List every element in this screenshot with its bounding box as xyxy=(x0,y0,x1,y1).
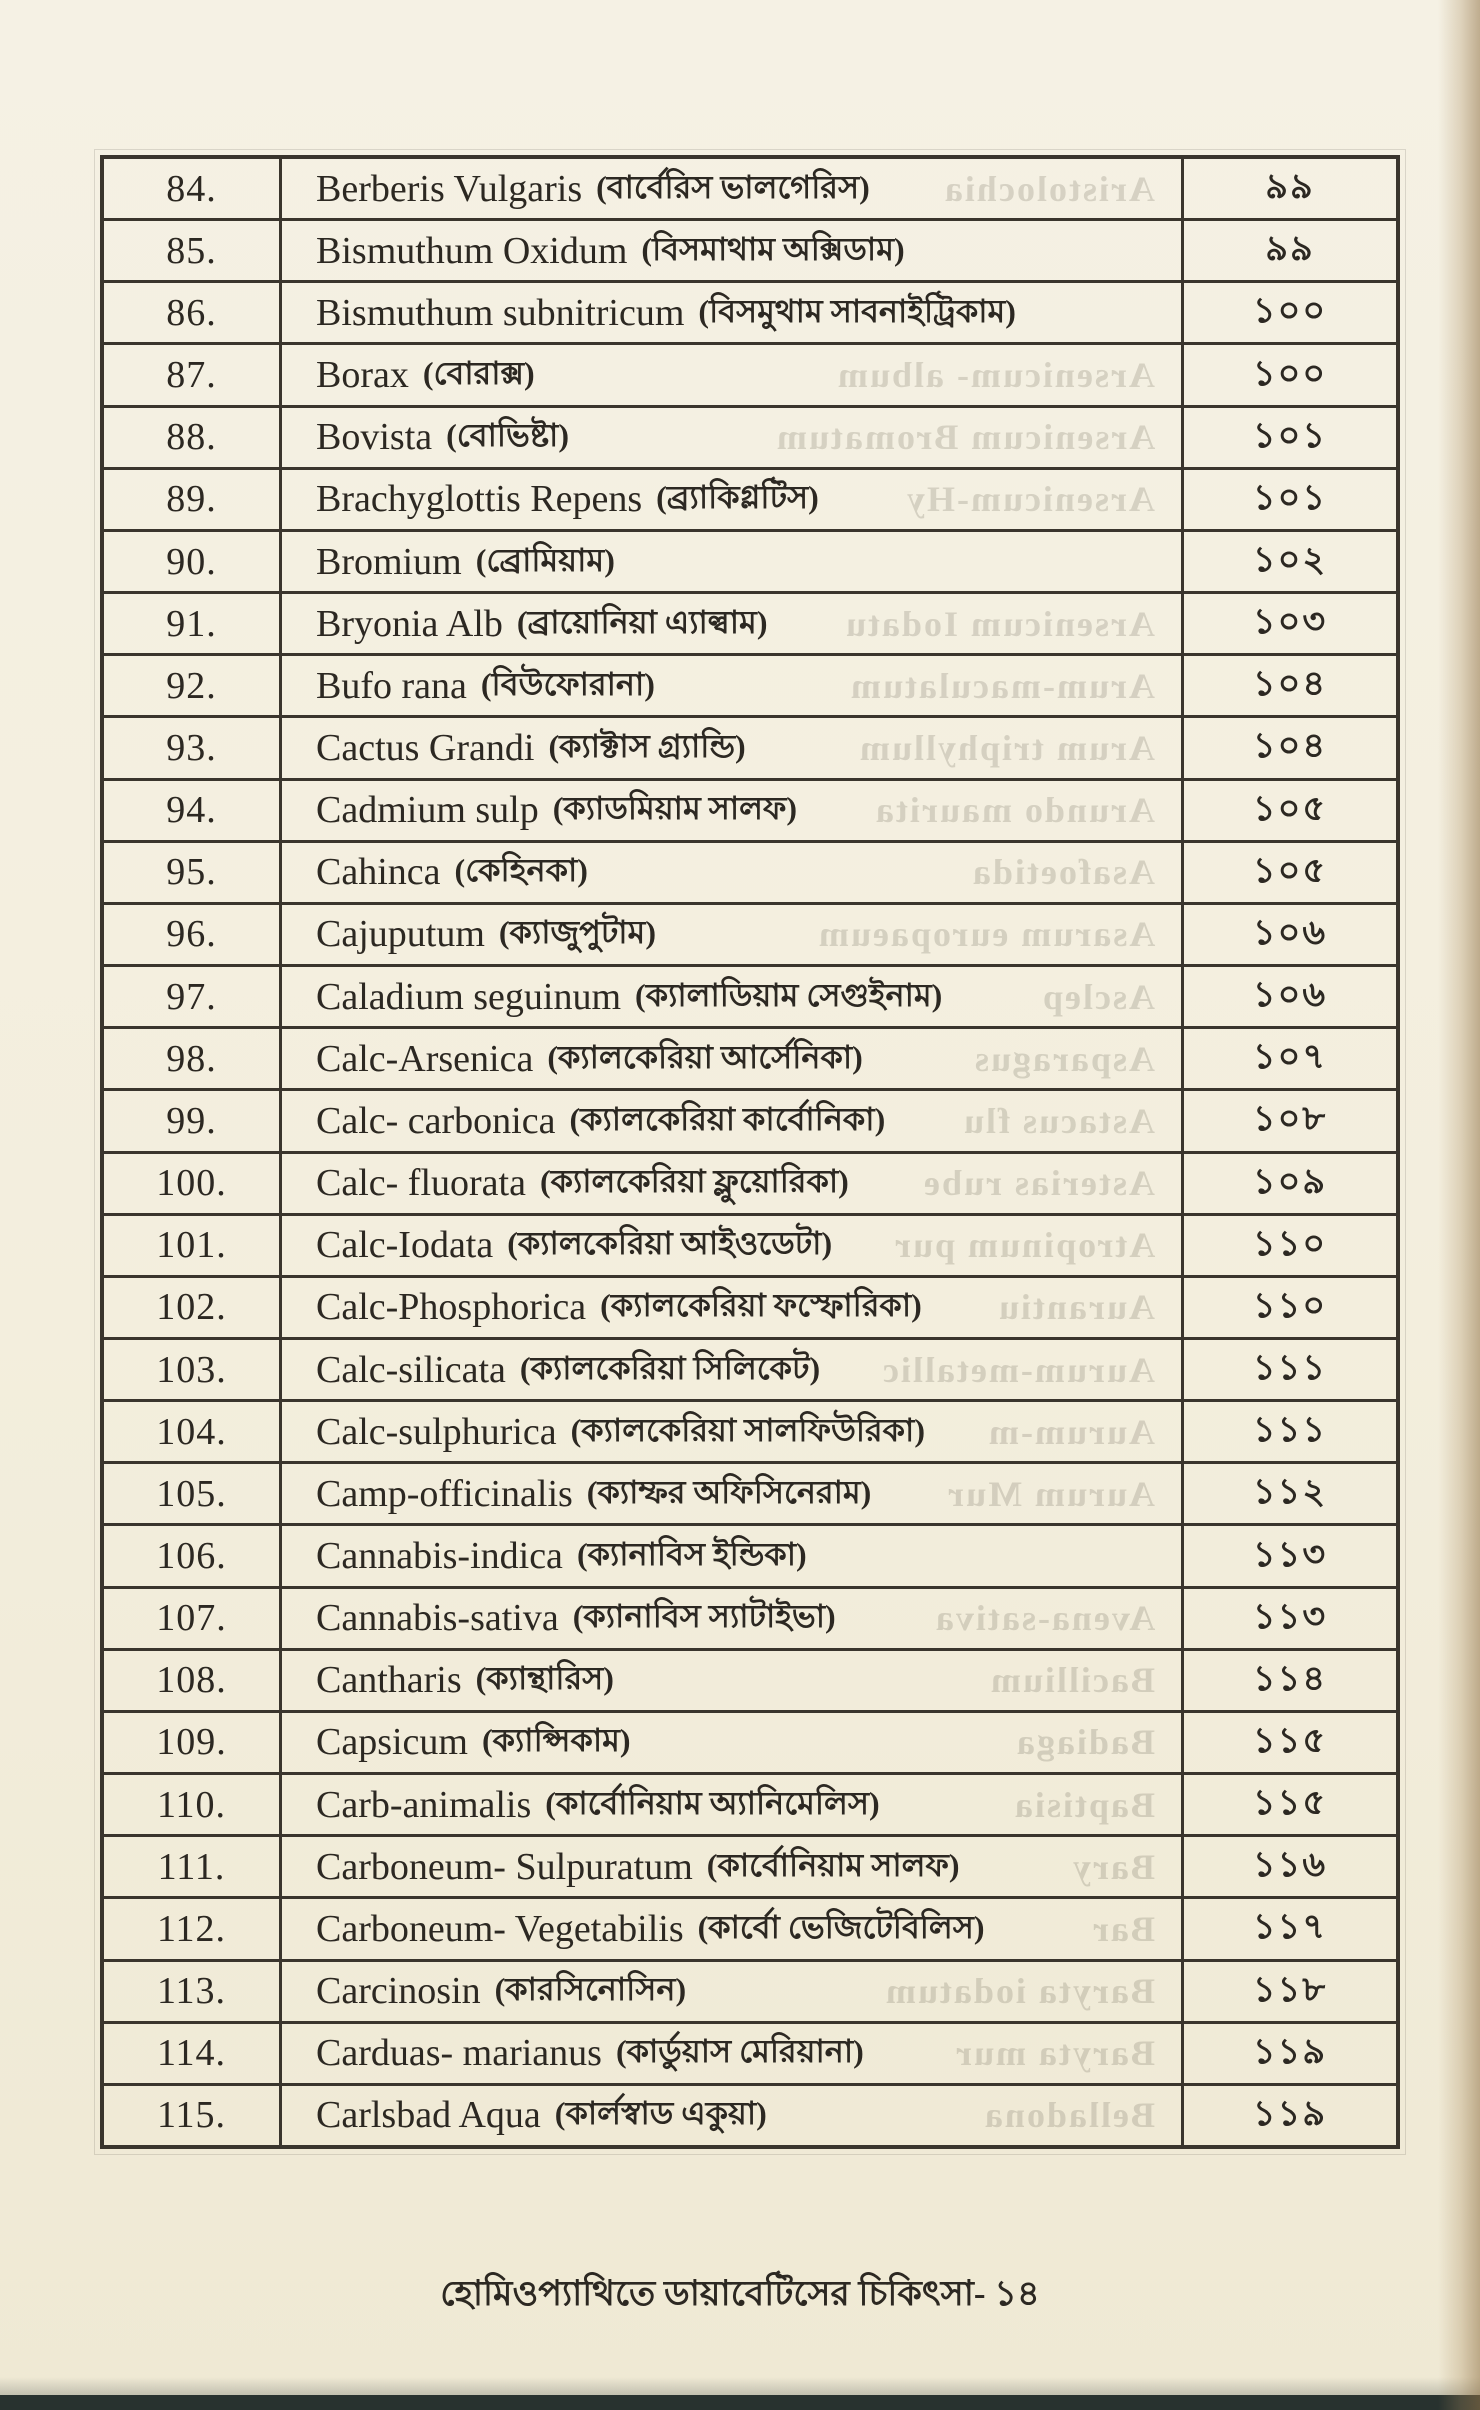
row-serial-number: 93. xyxy=(104,718,282,777)
remedy-name-english: Calc-Arsenica xyxy=(316,1037,534,1080)
remedy-name-english: Calc- carbonica xyxy=(316,1099,556,1142)
remedy-name-cell xyxy=(282,470,1184,529)
page-number-cell: ১০৪ xyxy=(1252,664,1328,704)
bleedthrough-text: Aurum Mur xyxy=(946,1473,1155,1514)
remedy-name-cell xyxy=(282,1340,1184,1399)
remedy-name-english: Cantharis xyxy=(316,1659,462,1702)
table-row xyxy=(104,1713,1396,1775)
remedy-name-english: Cannabis-indica xyxy=(316,1535,563,1578)
remedy-name-cell xyxy=(282,1154,1184,1213)
remedy-name-cell xyxy=(282,905,1184,964)
bleedthrough-text: Belladona xyxy=(982,2095,1155,2136)
remedy-name-cell xyxy=(282,781,1184,840)
table-row xyxy=(104,1464,1396,1526)
page-number-cell: ১০৩ xyxy=(1252,602,1328,642)
table-row xyxy=(104,781,1396,843)
page-number-cell: ১০৬ xyxy=(1252,975,1328,1015)
row-serial-number: 107. xyxy=(104,1589,282,1648)
row-serial-number: 90. xyxy=(104,532,282,591)
remedy-name-cell xyxy=(282,2086,1184,2145)
remedy-name-bengali: (ক্যালকেরিয়া আইওডেটা) xyxy=(507,1225,833,1262)
row-serial-number: 95. xyxy=(104,843,282,902)
row-serial-number: 110. xyxy=(104,1775,282,1834)
remedy-name-english: Capsicum xyxy=(316,1721,468,1764)
page-number-cell: ১০৫ xyxy=(1252,788,1328,828)
row-serial-number: 97. xyxy=(104,967,282,1026)
row-serial-number: 115. xyxy=(104,2086,282,2145)
page-number-cell: ১১৫ xyxy=(1252,1783,1328,1823)
remedy-name-english: Bovista xyxy=(316,416,433,459)
page-number-cell: ১১৩ xyxy=(1252,1534,1328,1574)
bleedthrough-text: Arsenicum Bromatum xyxy=(774,417,1155,458)
table-row xyxy=(104,1589,1396,1651)
page-footer: হোমিওপ্যাথিতে ডায়াবেটিসের চিকিৎসা- ১৪ xyxy=(440,2274,1040,2313)
remedy-name-cell xyxy=(282,221,1184,280)
row-serial-number: 98. xyxy=(104,1029,282,1088)
page-number-cell: ৯৯ xyxy=(1265,229,1315,269)
row-serial-number: 114. xyxy=(104,2024,282,2083)
row-serial-number: 106. xyxy=(104,1526,282,1585)
bleedthrough-text: Badiaga xyxy=(1014,1722,1155,1763)
table-row xyxy=(104,532,1396,594)
remedy-name-english: Calc-silicata xyxy=(316,1348,506,1391)
bleedthrough-text: Asarum europaeum xyxy=(816,914,1155,955)
remedy-name-english: Cajuputum xyxy=(316,913,485,956)
bleedthrough-text: Arum triphyllum xyxy=(857,727,1155,768)
remedy-name-bengali: (ক্যালকেরিয়া ফস্ফোরিকা) xyxy=(600,1287,922,1324)
remedy-name-bengali: (ক্যাম্ফর অফিসিনেরাম) xyxy=(586,1473,872,1510)
remedy-name-cell xyxy=(282,594,1184,653)
remedy-name-english: Berberis Vulgaris xyxy=(316,167,583,210)
table-row xyxy=(104,1899,1396,1961)
remedy-name-english: Cadmium sulp xyxy=(316,789,539,832)
remedy-name-english: Cactus Grandi xyxy=(316,726,535,769)
remedy-name-cell xyxy=(282,1091,1184,1150)
remedy-name-bengali: (ব্রোমিয়াম) xyxy=(475,541,615,578)
remedy-name-english: Bufo rana xyxy=(316,664,467,707)
remedy-name-bengali: (বিসমুথাম সাবনাইট্রিকাম) xyxy=(698,292,1016,329)
bleedthrough-text: Avena-sativa xyxy=(933,1598,1155,1639)
remedy-name-english: Cahinca xyxy=(316,851,441,894)
row-serial-number: 100. xyxy=(104,1154,282,1213)
page-number-cell: ১০৯ xyxy=(1252,1161,1328,1201)
remedy-name-bengali: (বোভিষ্টা) xyxy=(446,417,569,454)
table-row xyxy=(104,345,1396,407)
page-number-cell: ১০৭ xyxy=(1252,1037,1328,1077)
remedy-name-bengali: (ক্যালকেরিয়া কার্বোনিকা) xyxy=(569,1100,886,1137)
page-number-cell: ১১৯ xyxy=(1252,2031,1328,2071)
table-row xyxy=(104,905,1396,967)
remedy-name-bengali: (কার্বোনিয়াম সালফ) xyxy=(706,1846,960,1883)
remedy-name-english: Bryonia Alb xyxy=(316,602,503,645)
remedy-name-bengali: (ক্যাজুপুটাম) xyxy=(498,914,656,951)
remedy-name-bengali: (বিসমাথাম অক্সিডাম) xyxy=(641,230,905,267)
remedy-name-cell xyxy=(282,1837,1184,1896)
row-serial-number: 102. xyxy=(104,1278,282,1337)
remedy-name-cell xyxy=(282,1278,1184,1337)
page-number-cell: ১০০ xyxy=(1252,353,1328,393)
bleedthrough-text: Baryta iodatum xyxy=(884,1971,1155,2012)
remedy-name-english: Calc-Phosphorica xyxy=(316,1286,587,1329)
row-serial-number: 84. xyxy=(104,159,282,218)
bleedthrough-text: Bar xyxy=(1091,1908,1155,1949)
remedy-name-cell xyxy=(282,1526,1184,1585)
page-number-cell: ১০১ xyxy=(1252,415,1328,455)
remedy-name-english: Bismuthum Oxidum xyxy=(316,229,628,272)
remedy-name-english: Carcinosin xyxy=(316,1970,481,2013)
table-row xyxy=(104,1340,1396,1402)
remedy-name-bengali: (বোরাক্স) xyxy=(422,355,535,392)
row-serial-number: 104. xyxy=(104,1402,282,1461)
row-serial-number: 87. xyxy=(104,345,282,404)
bleedthrough-text: Arundo maurita xyxy=(873,790,1155,831)
page-number-cell: ১০৫ xyxy=(1252,850,1328,890)
remedy-name-cell xyxy=(282,718,1184,777)
bleedthrough-text: Astacus flu xyxy=(961,1100,1155,1141)
row-serial-number: 101. xyxy=(104,1216,282,1275)
bleedthrough-text: Aurum-metallic xyxy=(881,1349,1155,1390)
row-serial-number: 88. xyxy=(104,408,282,467)
remedy-name-bengali: (কার্বো ভেজিটেবিলিস) xyxy=(697,1908,985,1945)
table-row xyxy=(104,843,1396,905)
remedy-name-cell xyxy=(282,1775,1184,1834)
remedy-name-bengali: (ক্যালকেরিয়া আর্সেনিকা) xyxy=(547,1038,863,1075)
remedy-name-bengali: (ক্যালকেরিয়া সালফিউরিকা) xyxy=(570,1411,925,1448)
page-number-cell: ১০১ xyxy=(1252,477,1328,517)
bleedthrough-text: Baryta mur xyxy=(954,2033,1155,2074)
remedy-name-english: Calc- fluorata xyxy=(316,1162,526,1205)
bleedthrough-text: Bacillium xyxy=(988,1660,1155,1701)
remedy-name-english: Carboneum- Vegetabilis xyxy=(316,1907,684,1950)
remedy-name-cell xyxy=(282,967,1184,1026)
remedy-name-bengali: (কার্লস্বাড একুয়া) xyxy=(554,2095,767,2132)
row-serial-number: 89. xyxy=(104,470,282,529)
remedy-name-bengali: (ক্যালাডিয়াম সেগুইনাম) xyxy=(635,976,943,1013)
table-row xyxy=(104,159,1396,221)
page-number-cell: ১১৭ xyxy=(1252,1907,1328,1947)
remedy-name-bengali: (কার্ডুয়াস মেরিয়ানা) xyxy=(615,2033,864,2070)
table-row xyxy=(104,1775,1396,1837)
bleedthrough-text: Asafoetida xyxy=(971,852,1155,893)
page-number-cell: ১০০ xyxy=(1252,291,1328,331)
remedy-name-cell xyxy=(282,1651,1184,1710)
page-number-cell: ১১৬ xyxy=(1252,1845,1328,1885)
bleedthrough-text: Atropinum pur xyxy=(892,1225,1155,1266)
row-serial-number: 86. xyxy=(104,283,282,342)
row-serial-number: 109. xyxy=(104,1713,282,1772)
bleedthrough-text: Asparagus xyxy=(972,1038,1155,1079)
remedy-name-cell xyxy=(282,656,1184,715)
bleedthrough-text: Aurantiu xyxy=(996,1287,1155,1328)
remedy-name-cell xyxy=(282,345,1184,404)
remedy-name-bengali: (কেহিনকা) xyxy=(454,852,588,889)
row-serial-number: 85. xyxy=(104,221,282,280)
table-row xyxy=(104,1402,1396,1464)
remedy-name-cell xyxy=(282,532,1184,591)
row-serial-number: 92. xyxy=(104,656,282,715)
index-table xyxy=(100,155,1400,2149)
row-serial-number: 96. xyxy=(104,905,282,964)
page-number-cell: ১১৫ xyxy=(1252,1720,1328,1760)
row-serial-number: 113. xyxy=(104,1962,282,2021)
remedy-name-english: Carlsbad Aqua xyxy=(316,2094,541,2137)
table-row xyxy=(104,283,1396,345)
remedy-name-cell xyxy=(282,843,1184,902)
table-row xyxy=(104,1962,1396,2024)
row-serial-number: 112. xyxy=(104,1899,282,1958)
remedy-name-english: Calc-Iodata xyxy=(316,1224,494,1267)
table-row xyxy=(104,2086,1396,2145)
bleedthrough-text: Arsenicum-Hy xyxy=(905,479,1155,520)
page-number-cell: ১১০ xyxy=(1252,1285,1328,1325)
page-number-cell: ১১০ xyxy=(1252,1223,1328,1263)
row-serial-number: 99. xyxy=(104,1091,282,1150)
row-serial-number: 111. xyxy=(104,1837,282,1896)
page-number-cell: ১১৯ xyxy=(1252,2093,1328,2133)
remedy-name-english: Camp-officinalis xyxy=(316,1472,573,1515)
bleedthrough-text: Aurum-m xyxy=(987,1411,1155,1452)
page-number-cell: ১১১ xyxy=(1252,1348,1328,1388)
bleedthrough-text: Baptisia xyxy=(1012,1784,1155,1825)
table-row xyxy=(104,2024,1396,2086)
remedy-name-bengali: (ক্যালকেরিয়া সিলিকেট) xyxy=(519,1349,821,1386)
table-row xyxy=(104,594,1396,656)
remedy-name-cell xyxy=(282,1713,1184,1772)
remedy-name-english: Cannabis-sativa xyxy=(316,1597,559,1640)
row-serial-number: 91. xyxy=(104,594,282,653)
row-serial-number: 108. xyxy=(104,1651,282,1710)
remedy-name-cell xyxy=(282,1899,1184,1958)
remedy-name-bengali: (ক্যাক্টাস গ্র্যান্ডি) xyxy=(548,727,746,764)
table-row xyxy=(104,1216,1396,1278)
remedy-name-cell xyxy=(282,1216,1184,1275)
bleedthrough-text: Bary xyxy=(1071,1846,1155,1887)
remedy-name-bengali: (ব্রায়োনিয়া এ্যাল্বাম) xyxy=(516,603,768,640)
page-number-cell: ১১৮ xyxy=(1252,1969,1328,2009)
bleedthrough-text: Arsenicum Iodatu xyxy=(843,603,1155,644)
page-number-cell: ৯৯ xyxy=(1265,167,1315,207)
scan-bottom-shadow xyxy=(0,2377,1480,2395)
bleedthrough-text: Arsenicum- album xyxy=(836,355,1155,396)
table-row xyxy=(104,221,1396,283)
table-row xyxy=(104,718,1396,780)
page-number-cell: ১০৬ xyxy=(1252,912,1328,952)
table-row xyxy=(104,1091,1396,1153)
remedy-name-english: Brachyglottis Repens xyxy=(316,478,643,521)
bleedthrough-text: Asterias rube xyxy=(922,1163,1155,1204)
bleedthrough-text: Asclep xyxy=(1041,976,1155,1017)
remedy-name-bengali: (ক্যালকেরিয়া ফ্লুয়োরিকা) xyxy=(539,1163,849,1200)
remedy-name-cell xyxy=(282,1962,1184,2021)
table-row xyxy=(104,408,1396,470)
bleedthrough-text: Arum-maculatum xyxy=(849,665,1155,706)
remedy-name-cell xyxy=(282,2024,1184,2083)
page-number-cell: ১০৮ xyxy=(1252,1099,1328,1139)
page-number-cell: ১১১ xyxy=(1252,1410,1328,1450)
remedy-name-bengali: (বার্বেরিস ভালগেরিস) xyxy=(596,168,870,205)
remedy-name-bengali: (ক্যাডমিয়াম সালফ) xyxy=(552,790,798,827)
row-serial-number: 103. xyxy=(104,1340,282,1399)
table-row xyxy=(104,1651,1396,1713)
remedy-name-cell xyxy=(282,1402,1184,1461)
bleedthrough-text: Aristolochia xyxy=(943,168,1155,209)
table-row xyxy=(104,1154,1396,1216)
remedy-name-english: Carboneum- Sulpuratum xyxy=(316,1845,693,1888)
page-number-cell: ১০২ xyxy=(1252,540,1328,580)
page-number-cell: ১০৪ xyxy=(1252,726,1328,766)
remedy-name-cell xyxy=(282,1464,1184,1523)
remedy-name-english: Carduas- marianus xyxy=(316,2032,602,2075)
remedy-name-english: Bismuthum subnitricum xyxy=(316,291,685,334)
remedy-name-bengali: (ক্যানাবিস ইন্ডিকা) xyxy=(576,1536,807,1573)
table-row xyxy=(104,1029,1396,1091)
remedy-name-cell xyxy=(282,159,1184,218)
table-row xyxy=(104,656,1396,718)
remedy-name-bengali: (ক্যানাবিস স্যাটাইভা) xyxy=(572,1598,836,1635)
remedy-name-cell xyxy=(282,408,1184,467)
remedy-name-bengali: (কার্বোনিয়াম অ্যানিমেলিস) xyxy=(545,1784,880,1821)
remedy-name-bengali: (বিউফোরানা) xyxy=(480,665,655,702)
table-row xyxy=(104,967,1396,1029)
remedy-name-english: Caladium seguinum xyxy=(316,975,622,1018)
remedy-name-cell xyxy=(282,283,1184,342)
page-number-cell: ১১৩ xyxy=(1252,1596,1328,1636)
remedy-name-cell xyxy=(282,1029,1184,1088)
remedy-name-bengali: (ব্র্যাকিগ্লটিস) xyxy=(656,479,819,516)
remedy-name-english: Calc-sulphurica xyxy=(316,1410,557,1453)
remedy-name-bengali: (ক্যাপ্সিকাম) xyxy=(481,1722,631,1759)
remedy-name-bengali: (ক্যান্থারিস) xyxy=(475,1660,614,1697)
page-edge-shadow xyxy=(1438,0,1480,2410)
remedy-name-bengali: (কারসিনোসিন) xyxy=(494,1971,687,2008)
remedy-name-english: Bromium xyxy=(316,540,462,583)
remedy-name-english: Carb-animalis xyxy=(316,1783,532,1826)
page-number-cell: ১১২ xyxy=(1252,1472,1328,1512)
row-serial-number: 94. xyxy=(104,781,282,840)
table-row xyxy=(104,1278,1396,1340)
row-serial-number: 105. xyxy=(104,1464,282,1523)
page-number-cell: ১১৪ xyxy=(1252,1658,1328,1698)
remedy-name-cell xyxy=(282,1589,1184,1648)
table-row xyxy=(104,1837,1396,1899)
remedy-name-english: Borax xyxy=(316,354,409,397)
table-row xyxy=(104,470,1396,532)
table-row xyxy=(104,1526,1396,1588)
scan-bottom-edge xyxy=(0,2395,1480,2410)
